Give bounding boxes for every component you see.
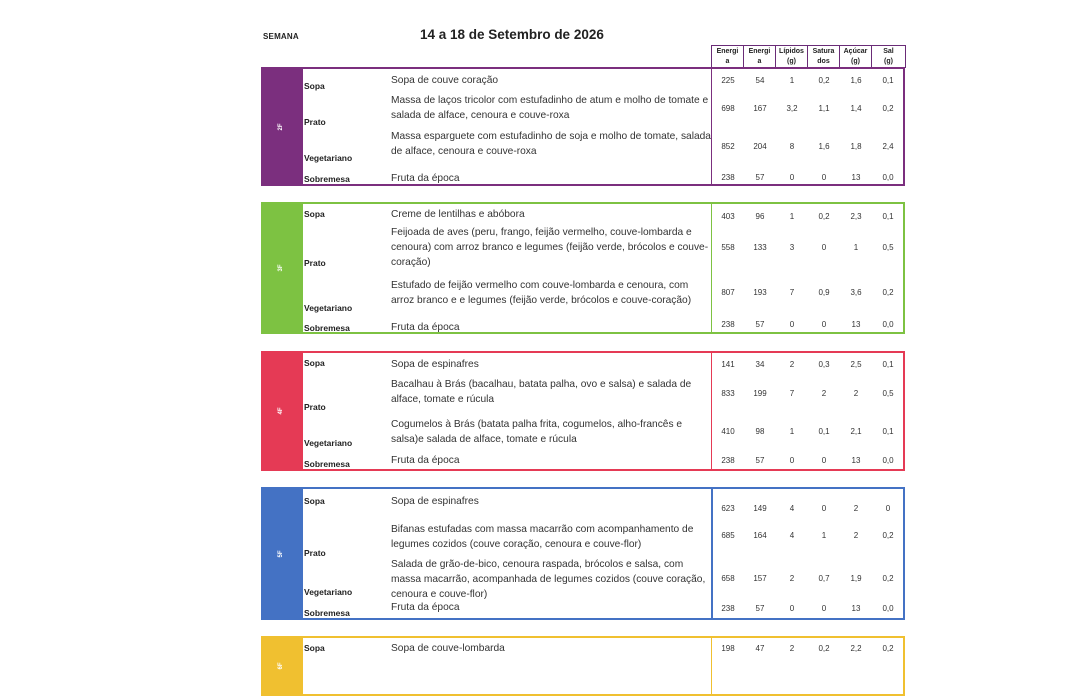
column-header	[743, 45, 776, 68]
meal-category: Prato	[304, 117, 326, 127]
dish-description: Massa de laços tricolor com estufadinho de atum e molho de tomate e salada de alface, cenoura e couve-roxa	[391, 95, 709, 121]
meal-category: Sopa	[304, 358, 325, 368]
nutrition-value: 0	[821, 320, 827, 329]
meal-category: Sobremesa	[304, 608, 350, 618]
nutrition-value: 54	[755, 76, 765, 85]
nutrition-value: 0,1	[882, 360, 894, 369]
nutrition-value: 0	[821, 173, 827, 182]
column-header-line: Açúcar	[843, 48, 868, 55]
nutrition-value: 0	[789, 320, 795, 329]
dish-description: Creme de lentilhas e abóbora	[391, 209, 525, 220]
nutrition-value: 0,0	[882, 173, 894, 182]
day-label: 6F	[278, 662, 284, 670]
nutrition-value: 410	[721, 427, 735, 436]
dish-description: Bacalhau à Brás (bacalhau, batata palha, ovo e salsa) e salada de alface, tomate e rúcula	[391, 379, 692, 405]
nutrition-value: 4	[789, 504, 795, 513]
day-block	[261, 636, 905, 696]
nutrition-value: 0,1	[882, 427, 894, 436]
nutrition-value: 0,2	[882, 531, 894, 540]
nutrition-value: 238	[721, 604, 735, 613]
day-strip	[261, 202, 301, 334]
nutrition-value: 0	[885, 504, 891, 513]
dish-description: Bifanas estufadas com massa macarrão com acompanhamento de legumes cozidos (couve coração, cenoura e couve-flor)	[391, 524, 694, 550]
nutrition-value: 141	[721, 360, 735, 369]
column-header-line: Satura	[812, 48, 835, 55]
nutrition-value: 1	[789, 76, 795, 85]
nutrition-value: 0,0	[882, 604, 894, 613]
dish-description: Fruta da época	[391, 322, 460, 333]
day-label: 5F	[278, 549, 284, 558]
column-header-line: Lípidos	[779, 48, 804, 55]
nutrition-value: 13	[851, 456, 861, 465]
nutrition-value: 0,2	[818, 644, 830, 653]
nutrition-value: 623	[721, 504, 735, 513]
nutrition-value: 0,1	[882, 76, 894, 85]
nutrition-value: 2	[853, 504, 859, 513]
nutrition-value: 0	[789, 604, 795, 613]
nutrition-value: 1	[789, 427, 795, 436]
nutrition-value: 0	[821, 504, 827, 513]
nutrition-value: 2	[821, 389, 827, 398]
nutrition-value: 403	[721, 212, 735, 221]
nutrition-value: 2,3	[850, 212, 862, 221]
nutrition-value: 685	[721, 531, 735, 540]
meal-category: Sopa	[304, 81, 325, 91]
meal-category: Vegetariano	[304, 153, 353, 163]
meal-category: Prato	[304, 258, 326, 268]
dish-description: Sopa de couve-lombarda	[391, 643, 505, 654]
nutrition-value: 3	[789, 243, 795, 252]
nutrition-value: 0,2	[882, 574, 894, 583]
nutrition-value: 2	[853, 531, 859, 540]
nutrition-value: 0,1	[818, 427, 830, 436]
meal-category: Sopa	[304, 496, 325, 506]
column-header-line: dos	[817, 58, 830, 65]
nutrition-value: 198	[721, 644, 735, 653]
nutrition-value: 0	[789, 173, 795, 182]
nutrition-value: 0	[821, 604, 827, 613]
nutrition-value: 225	[721, 76, 735, 85]
day-label: 2F	[278, 122, 284, 131]
column-header-line: a	[725, 58, 730, 65]
nutrition-value: 558	[721, 243, 735, 252]
nutrition-value: 4	[789, 531, 795, 540]
nutrition-value: 238	[721, 320, 735, 329]
day-strip	[261, 67, 301, 186]
column-header	[839, 45, 872, 68]
nutrition-value: 157	[753, 574, 767, 583]
column-header	[807, 45, 840, 68]
dish-description: Cogumelos à Brás (batata palha frita, cogumelos, alho-francês e salsa)e salada de alface, tomate e rúcula	[391, 419, 683, 445]
meal-category: Sopa	[304, 643, 325, 653]
dish-description: Sopa de espinafres	[391, 496, 479, 507]
nutrition-value: 8	[789, 142, 795, 151]
dish-description: Feijoada de aves (peru, frango, feijão vermelho, couve-lombarda e cenoura) com arroz branco e legumes (feijão verde, brócolos e couve-coração)	[391, 227, 709, 268]
day-block	[261, 202, 905, 334]
nutrition-value: 0,3	[818, 360, 830, 369]
column-header-line: Sal	[883, 48, 894, 55]
nutrition-value: 3,6	[850, 288, 862, 297]
nutrition-value: 13	[851, 604, 861, 613]
meal-category: Vegetariano	[304, 587, 353, 597]
nutrition-value: 852	[721, 142, 735, 151]
day-block	[261, 351, 905, 471]
meal-category: Sobremesa	[304, 459, 350, 469]
nutrition-value: 0,2	[882, 104, 894, 113]
column-header-line: Energi	[716, 48, 739, 55]
page-title: 14 a 18 de Setembro de 2026	[420, 27, 604, 42]
nutrition-value: 807	[721, 288, 735, 297]
nutrition-value: 238	[721, 173, 735, 182]
nutrition-value: 1,8	[850, 142, 862, 151]
week-label: SEMANA	[263, 32, 299, 41]
nutrition-value: 1,1	[818, 104, 830, 113]
nutrition-value: 47	[755, 644, 765, 653]
nutrition-value: 57	[755, 320, 765, 329]
nutrition-value: 0,9	[818, 288, 830, 297]
dish-description: Estufado de feijão vermelho com couve-lombarda e cenoura, com arroz branco e e legumes (feijão verde, brócolos e couve-coração)	[391, 280, 692, 306]
meal-category: Vegetariano	[304, 438, 353, 448]
nutrition-value: 98	[755, 427, 765, 436]
nutrition-value: 2,1	[850, 427, 862, 436]
meal-category: Prato	[304, 548, 326, 558]
day-block	[261, 67, 905, 186]
nutrition-value: 0,5	[882, 243, 894, 252]
nutrition-value: 0	[821, 243, 827, 252]
nutrition-value: 2,5	[850, 360, 862, 369]
nutrition-value: 0,2	[882, 288, 894, 297]
nutrition-value: 1,4	[850, 104, 862, 113]
nutrition-value: 7	[789, 288, 795, 297]
dish-description: Salada de grão-de-bico, cenoura raspada, brócolos e salsa, com massa macarrão, acompanhada de legumes cozidos (couve coração, cenoura e couve-flor)	[391, 559, 706, 600]
nutrition-value: 0,2	[818, 76, 830, 85]
nutrition-value: 7	[789, 389, 795, 398]
meal-category: Vegetariano	[304, 303, 353, 313]
nutrition-value: 1,6	[850, 76, 862, 85]
column-header	[871, 45, 906, 68]
nutrition-value: 1,6	[818, 142, 830, 151]
dish-description: Fruta da época	[391, 455, 460, 466]
day-block	[261, 487, 905, 620]
nutrition-value: 1	[789, 212, 795, 221]
meal-category: Sobremesa	[304, 323, 350, 333]
column-header	[775, 45, 808, 68]
meal-category: Sobremesa	[304, 174, 350, 184]
nutrition-value: 2	[789, 360, 795, 369]
dish-description: Sopa de couve coração	[391, 75, 499, 86]
day-label: 3F	[278, 264, 284, 272]
nutrition-value: 2,4	[882, 142, 894, 151]
column-header-line: (g)	[787, 58, 796, 65]
dish-description: Sopa de espinafres	[391, 359, 479, 370]
nutrition-value: 0	[789, 456, 795, 465]
nutrition-value: 199	[753, 389, 767, 398]
nutrition-value: 238	[721, 456, 735, 465]
nutrition-value: 2,2	[850, 644, 862, 653]
nutrition-value: 57	[755, 456, 765, 465]
day-label: 4F	[278, 407, 284, 415]
day-strip	[261, 351, 301, 471]
column-header-line: (g)	[884, 58, 893, 65]
nutrition-value: 1,9	[850, 574, 862, 583]
nutrition-value: 0,7	[818, 574, 830, 583]
dish-description: Fruta da época	[391, 173, 460, 184]
meal-category: Sopa	[304, 209, 325, 219]
day-strip	[261, 487, 301, 620]
column-header-line: Energi	[748, 48, 771, 55]
nutrition-value: 149	[753, 504, 767, 513]
nutrition-value: 2	[853, 389, 859, 398]
nutrition-value: 96	[755, 212, 765, 221]
nutrition-value: 0,2	[818, 212, 830, 221]
nutrition-value: 0,1	[882, 212, 894, 221]
nutrition-value: 133	[753, 243, 767, 252]
nutrition-value: 2	[789, 644, 795, 653]
nutrition-value: 0,2	[882, 644, 894, 653]
nutrition-value: 164	[753, 531, 767, 540]
nutrition-value: 57	[755, 173, 765, 182]
nutrition-value: 833	[721, 389, 735, 398]
nutrition-value: 34	[755, 360, 765, 369]
nutrition-value: 167	[753, 104, 767, 113]
nutrition-value: 0,5	[882, 389, 894, 398]
meal-category: Prato	[304, 402, 326, 412]
dish-description: Massa esparguete com estufadinho de soja e molho de tomate, salada de alface, cenoura e couve-roxa	[391, 131, 711, 157]
nutrition-value: 658	[721, 574, 735, 583]
column-header-line: (g)	[851, 58, 860, 65]
nutrition-value: 57	[755, 604, 765, 613]
column-header	[711, 45, 744, 68]
nutrition-value: 0,0	[882, 320, 894, 329]
nutrition-value: 0,0	[882, 456, 894, 465]
nutrition-value: 0	[821, 456, 827, 465]
nutrition-value: 13	[851, 320, 861, 329]
dish-description: Fruta da época	[391, 602, 460, 613]
nutrition-value: 698	[721, 104, 735, 113]
day-strip	[261, 636, 301, 696]
nutrition-value: 1	[853, 243, 859, 252]
nutrition-value: 13	[851, 173, 861, 182]
column-header-line: a	[757, 58, 762, 65]
nutrition-value: 3,2	[786, 104, 798, 113]
nutrition-value: 193	[753, 288, 767, 297]
nutrition-value: 204	[753, 142, 767, 151]
nutrition-value: 1	[821, 531, 827, 540]
nutrition-value: 2	[789, 574, 795, 583]
